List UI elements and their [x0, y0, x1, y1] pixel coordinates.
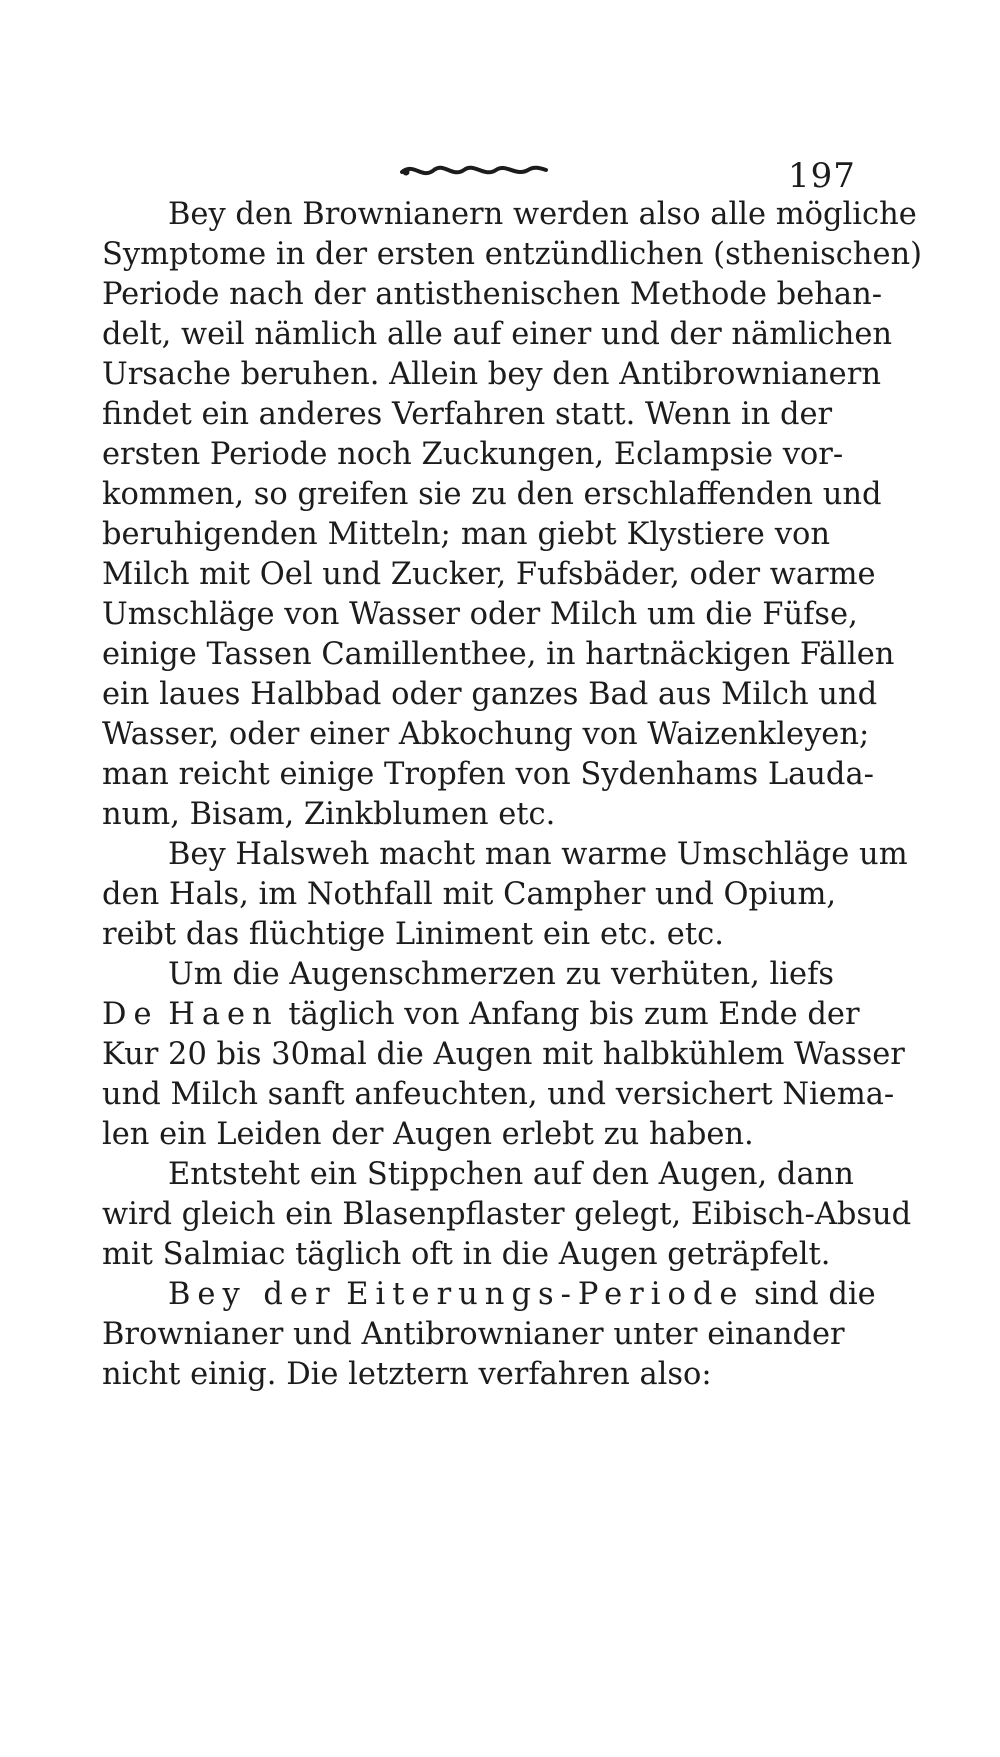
text-line: ersten Periode noch Zuckungen, Eclampsie vor-: [102, 437, 844, 472]
text-line: Umschläge von Wasser oder Milch um die Füfse,: [102, 597, 858, 632]
text-line: kommen, so greifen sie zu den erschlaffenden und: [102, 477, 882, 512]
text-line: [102, 992, 860, 1037]
text-line: Bey den Brownianern werden also alle mögliche: [168, 197, 917, 232]
text-line: ein laues Halbbad oder ganzes Bad aus Milch und: [102, 677, 878, 712]
text-line: len ein Leiden der Augen erlebt zu haben.: [102, 1117, 754, 1152]
text-line: einige Tassen Camillenthee, in hartnäckigen Fällen: [102, 637, 895, 672]
text-line: reibt das flüchtige Liniment ein etc. etc.: [102, 917, 724, 952]
header-ornament: [400, 160, 548, 182]
emphasis-spaced: Bey der: [168, 1277, 337, 1312]
text-line: Ursache beruhen. Allein bey den Antibrownianern: [102, 357, 881, 392]
author-name-spaced: De: [102, 997, 159, 1032]
text-line: beruhigenden Mitteln; man giebt Klystiere von: [102, 517, 830, 552]
emphasis-spaced: Eiterungs-Periode: [346, 1277, 745, 1312]
text-line: man reicht einige Tropfen von Sydenhams Lauda-: [102, 757, 874, 792]
text-line: den Hals, im Nothfall mit Campher und Opium,: [102, 877, 837, 912]
text-line: Periode nach der antisthenischen Methode behan-: [102, 277, 883, 312]
text-line: delt, weil nämlich alle auf einer und der nämlichen: [102, 317, 893, 352]
text-line: [168, 1272, 876, 1317]
text-fragment: täglich von Anfang bis zum Ende der: [288, 997, 860, 1032]
text-line: mit Salmiac täglich oft in die Augen geträpfelt.: [102, 1237, 831, 1272]
text-line: Um die Augenschmerzen zu verhüten, liefs: [168, 957, 835, 992]
text-line: Wasser, oder einer Abkochung von Waizenkleyen;: [102, 717, 870, 752]
text-line: Entsteht ein Stippchen auf den Augen, dann: [168, 1157, 854, 1192]
text-line: wird gleich ein Blasenpflaster gelegt, Eibisch-Absud: [102, 1197, 912, 1232]
text-line: Brownianer und Antibrownianer unter einander: [102, 1317, 845, 1352]
text-fragment: sind die: [754, 1277, 876, 1312]
text-line: und Milch sanft anfeuchten, und versichert Niema-: [102, 1077, 895, 1112]
author-name-spaced: Haen: [168, 997, 279, 1032]
text-line: Symptome in der ersten entzündlichen (sthenischen): [102, 237, 923, 272]
text-line: Bey Halsweh macht man warme Umschläge um: [168, 837, 908, 872]
text-line: Milch mit Oel und Zucker, Fufsbäder, oder warme: [102, 557, 876, 592]
text-line: nicht einig. Die letztern verfahren also:: [102, 1357, 712, 1392]
text-line: Kur 20 bis 30mal die Augen mit halbkühlem Wasser: [102, 1037, 905, 1072]
page-number: 197: [788, 156, 856, 196]
text-line: findet ein anderes Verfahren statt. Wenn in der: [102, 397, 833, 432]
text-line: num, Bisam, Zinkblumen etc.: [102, 797, 556, 832]
